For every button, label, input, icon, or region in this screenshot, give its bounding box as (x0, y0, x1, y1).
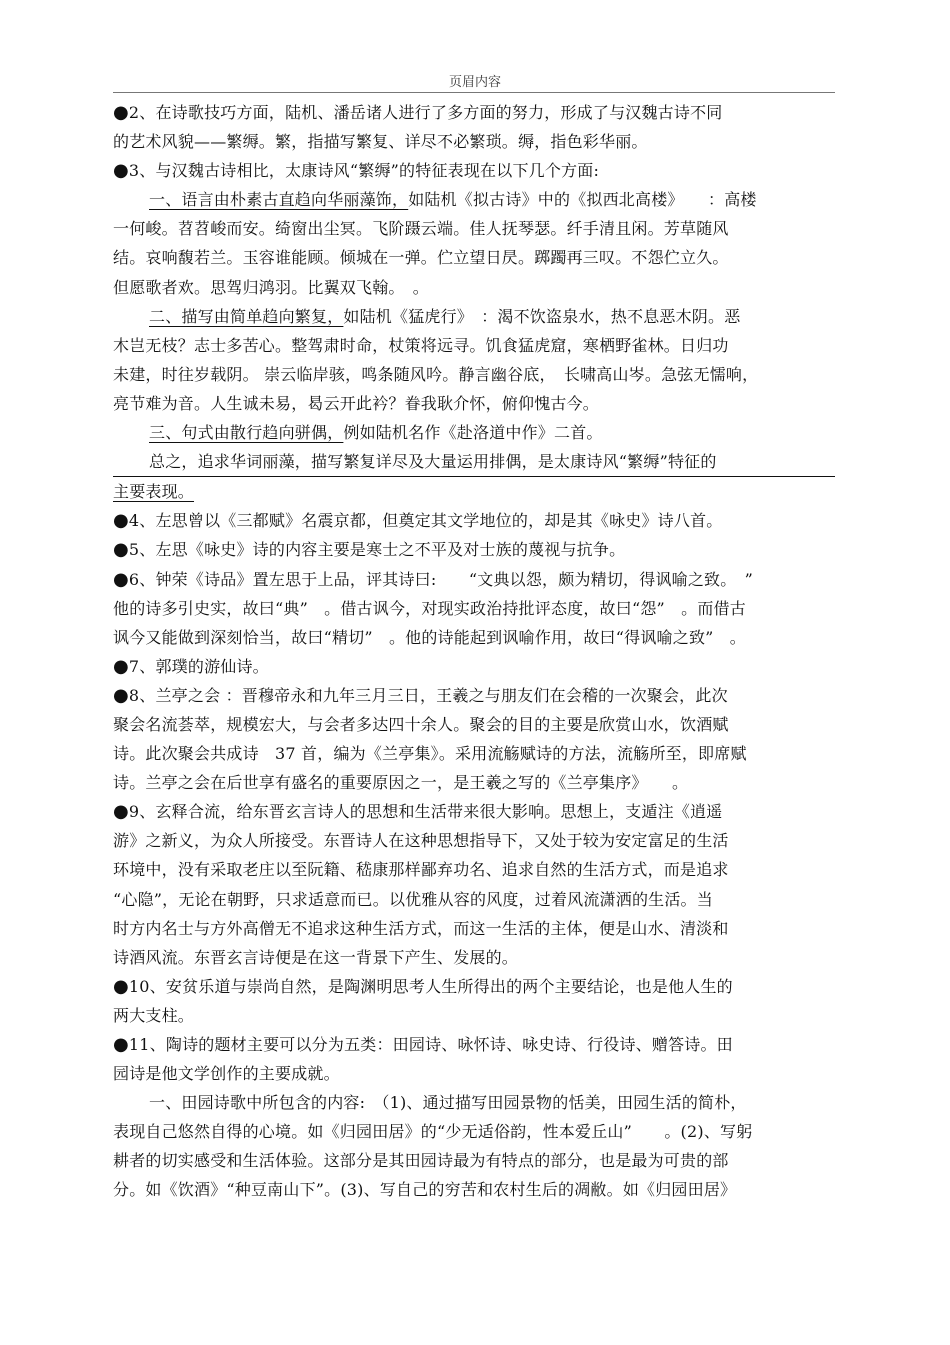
line-text: 亮节难为音。人生诚未易，曷云开此衿？眷我耿介怀，俯仰愧古今。 (113, 393, 600, 413)
line-text: 讽今又能做到深刻恰当，故曰“精切” 。他的诗能起到讽喻作用，故曰“得讽喻之致” 。 (113, 627, 746, 647)
bullet-icon: ● (113, 510, 129, 532)
bullet-icon: ● (113, 801, 129, 823)
underlined-text: 一、语言由朴素古直趋向华丽藻饰， (149, 190, 409, 210)
text-line (113, 1088, 835, 1117)
text-line (113, 156, 835, 185)
line-text: 诗。此次聚会共成诗 37 首，编为《兰亭集》。采用流觞赋诗的方法，流觞所至，即席赋 (113, 744, 747, 764)
text-line (113, 302, 835, 331)
text-line (113, 739, 835, 768)
text-line (113, 1059, 835, 1088)
text-line (113, 768, 835, 797)
line-text: 诗。兰亭之会在后世享有盛名的重要原因之一，是王羲之写的《兰亭集序》 。 (113, 773, 689, 793)
bullet-icon: ● (113, 684, 129, 706)
text-line (113, 447, 835, 477)
line-text: 10、安贫乐道与崇尚自然，是陶渊明思考人生所得出的两个主要结论，也是他人生的 (128, 976, 733, 996)
text-line (113, 1117, 835, 1146)
line-text: 游》之新义，为众人所接受。东晋诗人在这种思想指导下，又处于较为安定富足的生活 (113, 831, 729, 851)
line-text: 3、与汉魏古诗相比，太康诗风“繁缛”的特征表现在以下几个方面: (128, 161, 600, 181)
line-text: 一、田园诗歌中所包含的内容: （1)、通过描写田园景物的恬美，田园生活的简朴， (149, 1093, 747, 1113)
text-line (113, 885, 835, 914)
underlined-text: 二、描写由简单趋向繁复， (149, 306, 344, 326)
line-text: 分。如《饮酒》“种豆南山下”。(3)、写自己的穷苦和农村生后的凋敝。如《归园田居》 (113, 1180, 737, 1200)
text-line (113, 623, 835, 652)
text-line (113, 652, 835, 681)
text-line (113, 127, 835, 156)
line-text: 结。哀响馥若兰。玉容谁能顾。倾城在一弹。伫立望日昃。踯躅再三叹。不怨伫立久。 (113, 248, 729, 268)
text-line (113, 710, 835, 739)
text-line (113, 1030, 835, 1059)
text-line (113, 565, 835, 594)
text-line (113, 98, 835, 127)
line-text: 2、在诗歌技巧方面，陆机、潘岳诸人进行了多方面的努力，形成了与汉魏古诗不同 (128, 103, 723, 122)
text-line (113, 972, 835, 1001)
underlined-text: 三、句式由散行趋向骈偶， (149, 423, 344, 443)
line-text: 如陆机《拟古诗》中的《拟西北高楼》 ：高楼 (408, 190, 757, 210)
bullet-icon: ● (113, 655, 129, 677)
line-text: 8、兰亭之会 ：晋穆帝永和九年三月三日，王羲之与朋友们在会稽的一次聚会，此次 (128, 685, 728, 705)
line-text: 一何峻。苕苕峻而安。绮窗出尘冥。飞阶蹑云端。佳人抚琴瑟。纤手清且闲。芳草随风 (113, 219, 729, 239)
text-line (113, 943, 835, 972)
line-text: 但愿歌者欢。思驾归鸿羽。比翼双飞翰。 。 (113, 277, 430, 297)
bullet-icon: ● (113, 568, 129, 590)
text-line (113, 1146, 835, 1175)
line-text: 园诗是他文学创作的主要成就。 (113, 1064, 340, 1084)
header-rule (113, 92, 835, 93)
underlined-text: 主要表现。 (113, 482, 195, 502)
line-text: 例如陆机名作《赴洛道中作》二首。 (343, 423, 603, 443)
line-text: 耕者的切实感受和生活体验。这部分是其田园诗最为有特点的部分，也是最为可贵的部 (113, 1151, 729, 1171)
text-line (113, 389, 835, 418)
text-line (113, 826, 835, 855)
line-text: 环境中，没有采取老庄以至阮籍、嵇康那样鄙弃功名、追求自然的生活方式，而是追求 (113, 860, 729, 880)
text-line (113, 477, 835, 506)
bullet-icon: ● (113, 975, 129, 997)
line-text: 未建，时往岁载阴。 崇云临岸骇，鸣条随风吟。静言幽谷底， 长啸高山岑。急弦无懦响， (113, 364, 759, 384)
line-text: 7、郭璞的游仙诗。 (128, 656, 269, 676)
line-text: 诗酒风流。东晋玄言诗便是在这一背景下产生、发展的。 (113, 947, 519, 967)
bullet-icon: ● (113, 102, 129, 123)
bullet-icon: ● (113, 1034, 129, 1055)
text-line (113, 855, 835, 884)
underlined-text: 总之，追求华词丽藻，描写繁复详尽及大量运用排偶，是太康诗风“繁缛”特征的 (149, 452, 717, 472)
line-text: 他的诗多引史实，故曰“典” 。借古讽今，对现实政治持批评态度，故曰“怨” 。而借古 (113, 598, 746, 618)
line-text: 如陆机《猛虎行》 ：渴不饮盗泉水，热不息恶木阴。恶 (343, 306, 741, 326)
text-line (113, 1175, 835, 1204)
text-line (113, 797, 835, 826)
text-line (113, 594, 835, 623)
line-text: 5、左思《咏史》诗的内容主要是寒士之不平及对士族的蔑视与抗争。 (128, 540, 626, 560)
text-line (113, 535, 835, 564)
text-line (113, 360, 835, 389)
text-line (113, 506, 835, 535)
text-line (113, 418, 835, 447)
line-text: 木岂无枝？志士多苦心。整驾肃时命，杖策将远寻。饥食猛虎窟，寒栖野雀林。日归功 (113, 335, 729, 355)
line-text: 9、玄释合流，给东晋玄言诗人的思想和生活带来很大影响。思想上，支遁注《逍遥 (128, 802, 723, 822)
bullet-icon: ● (113, 539, 129, 561)
line-text: 表现自己悠然自得的心境。如《归园田居》的“少无适俗韵，性本爱丘山” 。(2)、写躬 (113, 1122, 753, 1142)
document-body (113, 98, 835, 1205)
page-header: 页眉内容 (448, 75, 501, 90)
line-text: 聚会名流荟萃，规模宏大，与会者多达四十余人。聚会的目的主要是欣赏山水，饮酒赋 (113, 714, 729, 734)
line-text: 11、陶诗的题材主要可以分为五类：田园诗、咏怀诗、咏史诗、行役诗、赠答诗。田 (128, 1035, 733, 1054)
text-line (113, 681, 835, 710)
text-line (113, 185, 835, 214)
text-line (113, 331, 835, 360)
line-text: 两大支柱。 (113, 1005, 195, 1025)
bullet-icon: ● (113, 160, 129, 182)
text-line (113, 273, 835, 302)
line-text: 6、钟荣《诗品》置左思于上品，评其诗曰: “文典以怨，颇为精切，得讽喻之致。 ” (128, 569, 754, 589)
line-text: 的艺术风貌——繁缛。繁，指描写繁复、详尽不必繁琐。缛，指色彩华丽。 (113, 132, 648, 152)
text-line (113, 1001, 835, 1030)
line-text: “心隐”，无论在朝野，只求适意而已。以优雅从容的风度，过着风流潇洒的生活。当 (113, 889, 713, 909)
line-text: 时方内名士与方外高僧无不追求这种生活方式，而这一生活的主体，便是山水、清淡和 (113, 918, 729, 938)
line-text: 4、左思曾以《三都赋》名震京都，但奠定其文学地位的，却是其《咏史》诗八首。 (128, 511, 723, 531)
text-line (113, 914, 835, 943)
text-line (113, 243, 835, 272)
text-line (113, 214, 835, 243)
